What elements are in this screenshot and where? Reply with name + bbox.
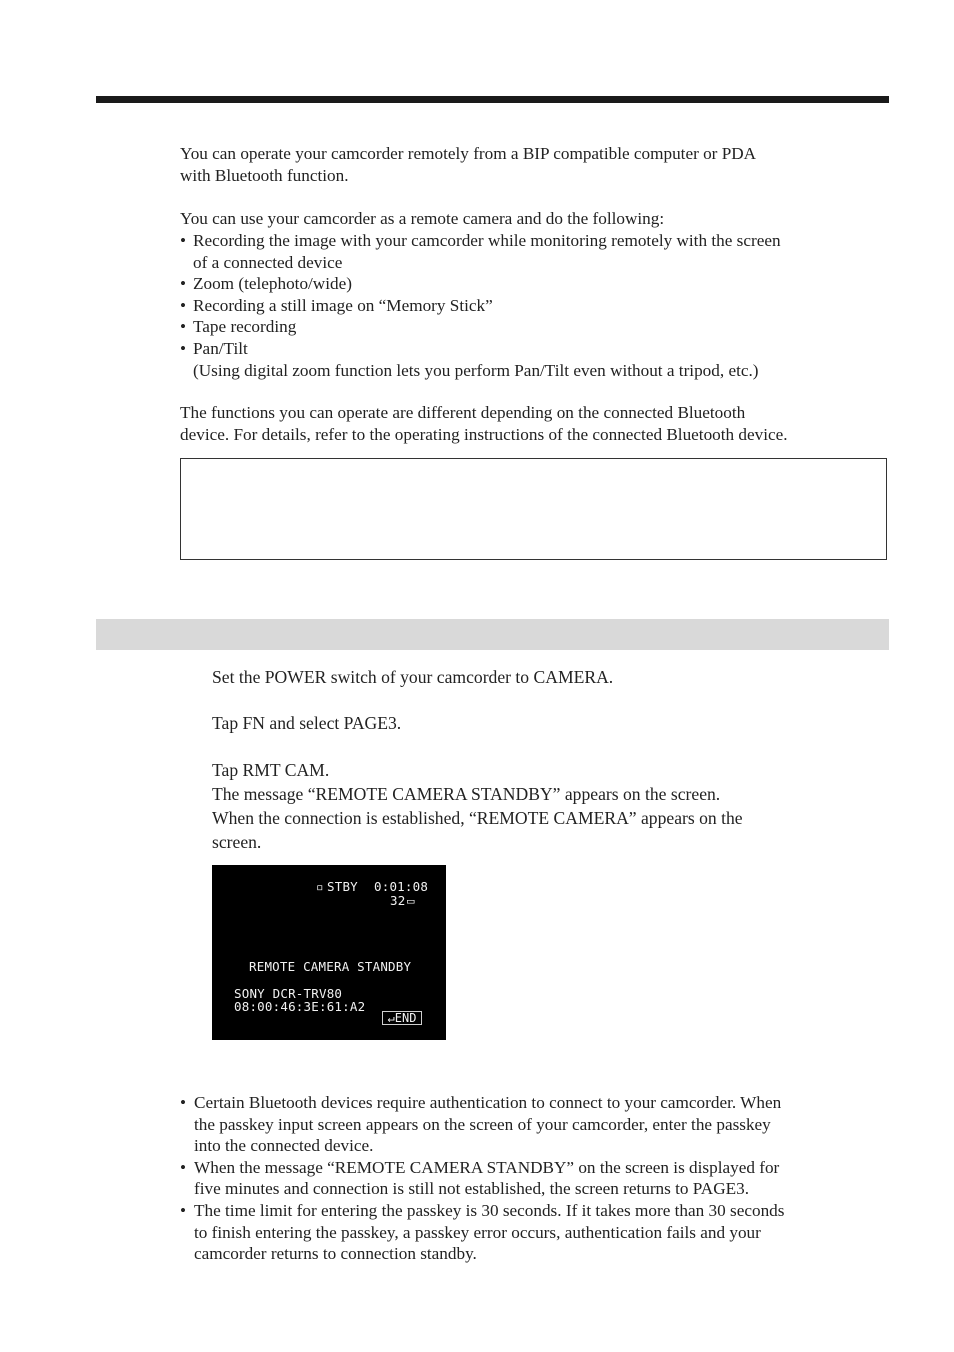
bullet-icon: • bbox=[180, 295, 187, 315]
device-name: SONY DCR-TRV80 bbox=[234, 986, 343, 1001]
intro-p3-line-1: The functions you can operate are different depending on the connected Bluetooth bbox=[180, 403, 746, 422]
list-item: • The time limit for entering the passkey is 30 seconds. If it takes more than 30 seconds bbox=[180, 1200, 785, 1220]
return-icon: ↵ bbox=[387, 1011, 395, 1025]
bullet-icon: • bbox=[180, 338, 187, 358]
standby-message: REMOTE CAMERA STANDBY bbox=[249, 959, 412, 974]
step-3-line-3: When the connection is established, “REMOTE CAMERA” appears on the bbox=[212, 808, 743, 828]
time-code: 0:01:08 bbox=[374, 879, 429, 894]
list-item: • When the message “REMOTE CAMERA STANDBY” on the screen is displayed for bbox=[180, 1157, 780, 1177]
list-item: • Pan/Tilt bbox=[180, 338, 248, 358]
camcorder-screen bbox=[212, 865, 446, 1040]
list-item-continuation: into the connected device. bbox=[194, 1136, 374, 1156]
list-item: • Tape recording bbox=[180, 317, 297, 337]
bullet-icon: • bbox=[180, 231, 187, 250]
step-2: Tap FN and select PAGE3. bbox=[212, 713, 402, 733]
bullet-icon: • bbox=[180, 1200, 187, 1220]
intro-p1-line-1: You can operate your camcorder remotely from a BIP compatible computer or PDA bbox=[180, 144, 757, 163]
list-item-continuation: of a connected device bbox=[193, 252, 343, 272]
feature-list bbox=[180, 230, 781, 381]
bullet-icon: • bbox=[180, 317, 187, 337]
step-3-line-2: The message “REMOTE CAMERA STANDBY” appears on the screen. bbox=[212, 784, 721, 804]
intro-paragraph-1 bbox=[180, 143, 756, 186]
list-item: • Recording a still image on “Memory Stick” bbox=[180, 295, 493, 315]
memory-stick-icon: ▭ bbox=[407, 893, 415, 908]
note-box bbox=[180, 458, 887, 560]
list-item: • Recording the image with your camcorder while monitoring remotely with the screen bbox=[180, 231, 781, 250]
step-3-line-4: screen. bbox=[212, 832, 262, 852]
list-item-continuation: camcorder returns to connection standby. bbox=[194, 1244, 477, 1264]
section-heading-bar bbox=[96, 619, 889, 650]
notes-list bbox=[180, 1092, 784, 1265]
intro-paragraph-3 bbox=[180, 402, 788, 445]
list-item-continuation: (Using digital zoom function lets you perform Pan/Tilt even without a tripod, etc.) bbox=[193, 360, 759, 380]
memory-count: 32 bbox=[390, 893, 406, 908]
tape-icon: ▫ bbox=[316, 879, 324, 894]
list-item: • Certain Bluetooth devices require authentication to connect to your camcorder. When bbox=[180, 1093, 782, 1112]
intro-paragraph-2: You can use your camcorder as a remote camera and do the following: bbox=[180, 209, 665, 228]
list-item-continuation: five minutes and connection is still not established, the screen returns to PAGE3. bbox=[194, 1179, 749, 1199]
intro-p3-line-2: device. For details, refer to the operating instructions of the connected Bluetooth device. bbox=[180, 424, 788, 444]
end-button[interactable]: ↵END bbox=[382, 1011, 422, 1025]
list-item-continuation: to finish entering the passkey, a passkey error occurs, authentication fails and your bbox=[194, 1222, 761, 1242]
bullet-icon: • bbox=[180, 274, 187, 294]
header-rule bbox=[96, 96, 889, 103]
bullet-icon: • bbox=[180, 1157, 187, 1177]
step-3 bbox=[212, 758, 743, 854]
status-text: STBY bbox=[327, 879, 358, 894]
step-3-line-1: Tap RMT CAM. bbox=[212, 760, 330, 780]
bullet-icon: • bbox=[180, 1093, 187, 1112]
step-1: Set the POWER switch of your camcorder to CAMERA. bbox=[212, 667, 614, 687]
list-item-continuation: the passkey input screen appears on the screen of your camcorder, enter the passkey bbox=[194, 1114, 771, 1134]
list-item: • Zoom (telephoto/wide) bbox=[180, 274, 352, 294]
intro-p1-line-2: with Bluetooth function. bbox=[180, 165, 349, 185]
device-address: 08:00:46:3E:61:A2 bbox=[234, 999, 366, 1014]
